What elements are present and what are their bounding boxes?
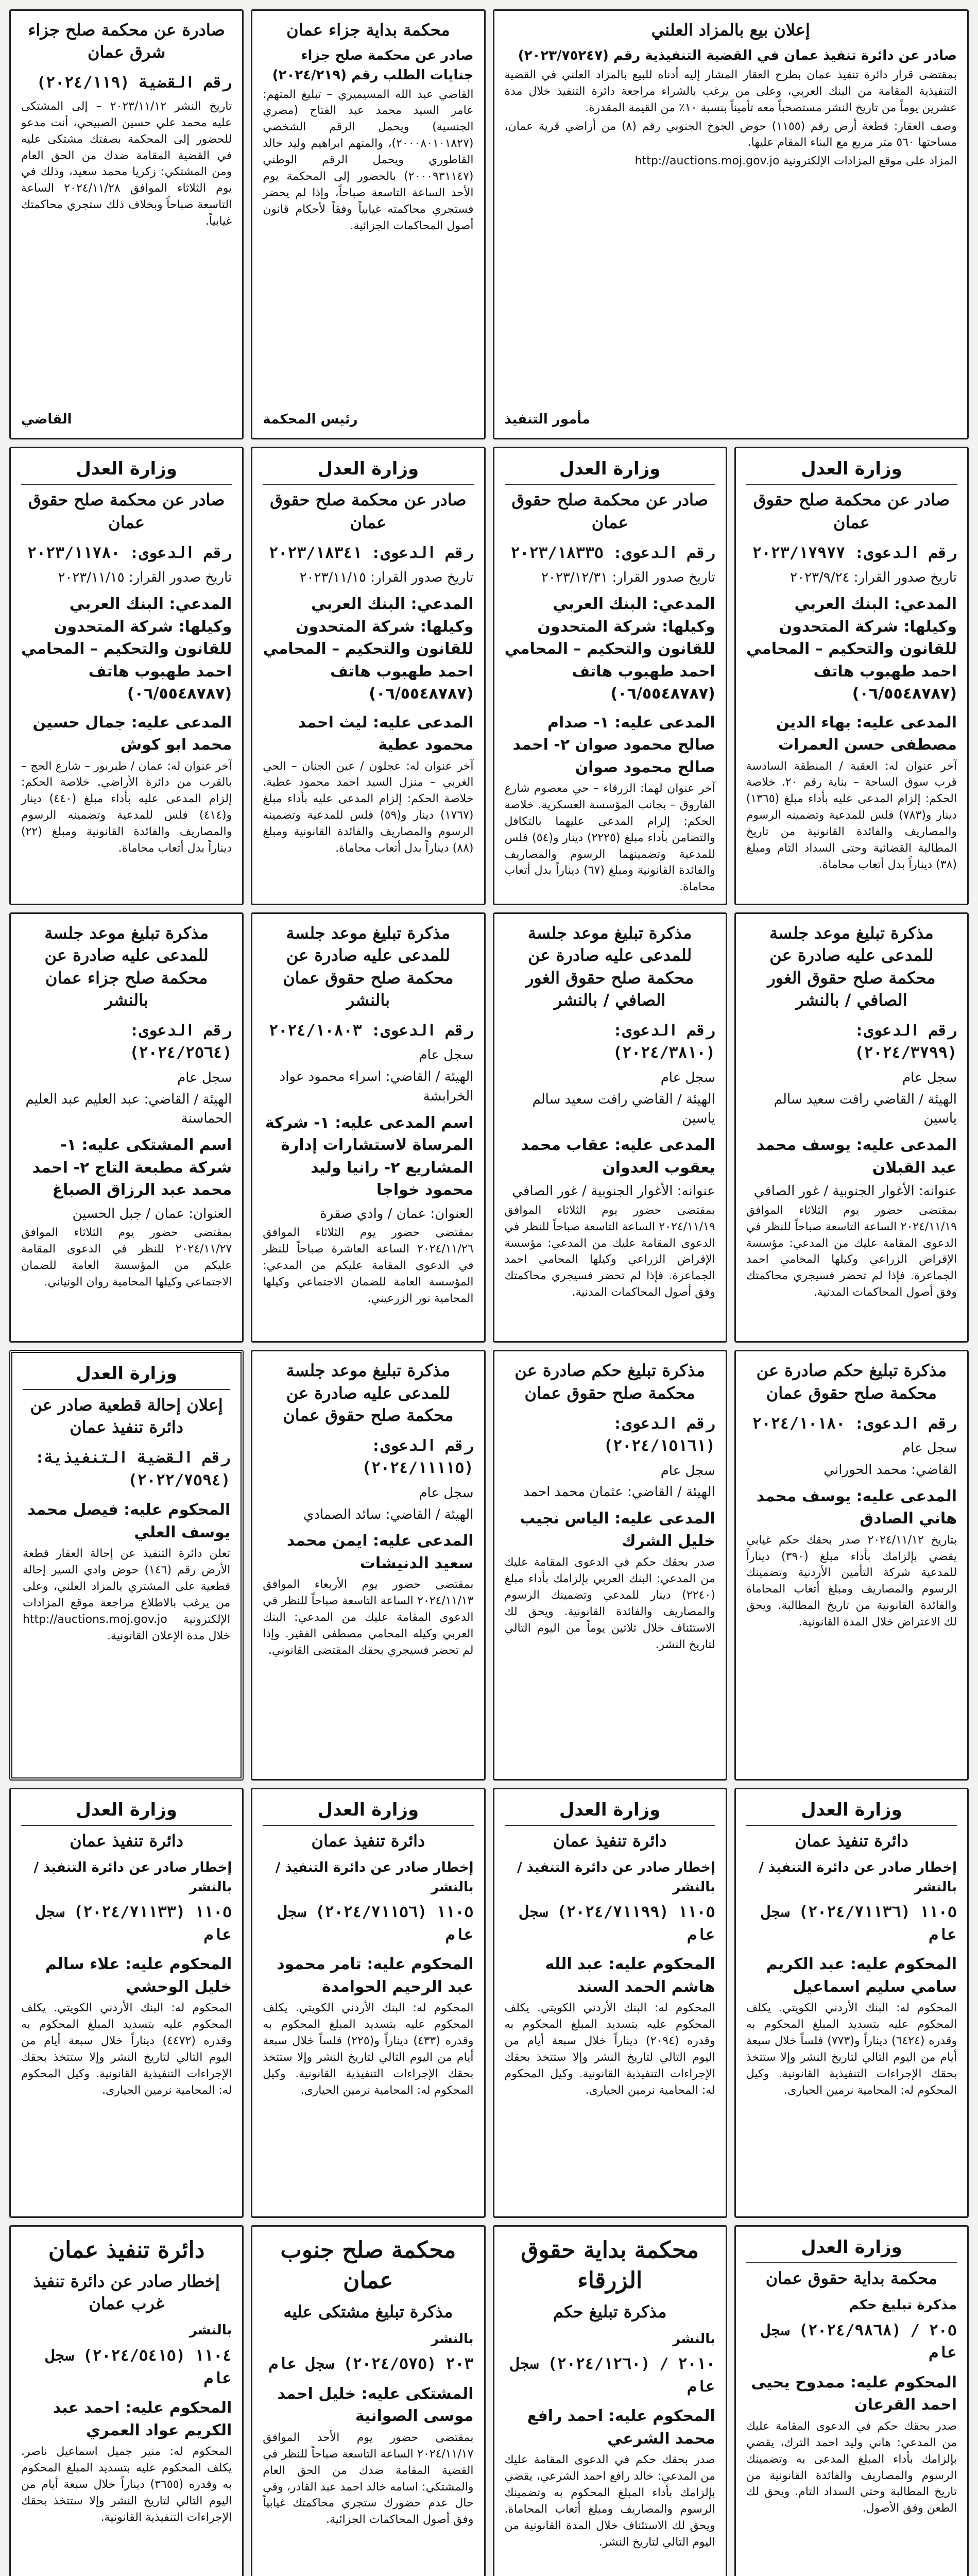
notice-title: مذكرة تبليغ موعد جلسة للمدعى عليه صادرة عن محكمة صلح حقوق عمان بالنشر (283, 923, 454, 1010)
notice-subtitle: إخطار صادر عن دائرة تنفيذ غرب عمان (33, 2272, 220, 2314)
notice-execution-1 (734, 1788, 969, 2218)
notice-body: القاضي عبد الله المسيميري – تبليغ المتهم: عامر السيد محمد عبد الفتاح (مصري الجنسية) ويحمل الرقم الشخصي (٢٠٠٠٨٠١٠١٨٢٧)، والمتهم ابراهيم وليد خالد القاطوري ويحمل الرقم الوطني (٢٠٠٠٩٣١١٤٧) بالحضور إلى المحكمة يوم الأحد الساعة التاسعة صباحاً، وإذا لم يحضر فستجري محاكمته غيابياً وفقاً لأحكام قانون أصول المحاكمات الجزائية. (263, 88, 474, 232)
defendant: اسم المشتكى عليه: ١- شركة مطبعة التاج ٢- احمد محمد عبد الرزاق الصباغ (32, 1136, 232, 1199)
notice-body: تعلن دائرة التنفيذ عن إحالة العقار قطعة الأرض رقم (١٤٦) حوض وادي السير إحالة قطعية على المشتري بالمزاد العلني، وعلى من يرغب بالاطلاع مراجعة موقع المزادات الإلكترونية http://auctions.moj.gov.jo خلال مدة الإعلان القانونية. (23, 1547, 231, 1642)
notice-east-amman-court (9, 9, 244, 439)
case-number: ١١٠٤ (٢٠٢٤/٥٤١٥) سجل عام (46, 2347, 232, 2387)
registry: سجل عام (902, 1070, 957, 1086)
case-number: رقم الدعوى: ٢٠٢٣/١٧٩٧٧ (752, 544, 957, 562)
notice-body: آخر عنوان لهما: الزرقاء – حي معصوم شارع الفاروق – بجانب المؤسسة العسكرية. خلاصة الحكم: إلزام المدعى عليهما بالتكافل والتضامن بأداء مبلغ (٢٢٢٥) دينار و(٥٤) فلس للمدعية وتضمينهما الرسوم والمصاريف والفائدة القانونية ومبلغ (٦٧) ديناراً بدل أتعاب محاماة. (504, 782, 715, 894)
notice-body: بمقتضى حضور يوم الثلاثاء الموافق ٢٠٢٤/١١/١٩ الساعة التاسعة صباحاً للنظر في الدعوى المقامة عليك من المدعي: مؤسسة الإقراض الزراعي وكيلها المحامي احمد الجماعرة. فإذا لم تحضر فسيجري محاكمتك وفق أصول المحاكمات المدنية. (504, 1204, 715, 1299)
notice-first-instance-2 (493, 2225, 727, 2576)
notice-hearing-4 (9, 912, 244, 1343)
notice-court: بالنشر (189, 2323, 232, 2338)
case-number: ٢٠١٠ / (٢٠٢٤/١٢٦٠) سجل عام (510, 2355, 715, 2396)
notice-intro: صادر عن دائرة تنفيذ عمان في القضية التنفيذية رقم (٢٠٢٣/٧٥٢٤٧) (518, 48, 957, 64)
address: العنوان: عمان / جبل الحسين (72, 1206, 232, 1222)
case-number: رقم القضية التنفيذية: (٢٠٢٢/٧٥٩٤) (35, 1449, 231, 1489)
notice-subtitle: صادر عن محكمة صلح حقوق عمان (28, 490, 225, 532)
notice-title: محكمة صلح جنوب عمان (280, 2236, 456, 2294)
notice-subtitle: مذكرة تبليغ حكم (553, 2302, 667, 2322)
address: عنوانه: الأغوار الجنوبية / غور الصافي (753, 1183, 957, 1199)
notice-title: وزارة العدل (21, 1798, 232, 1826)
notice-title: مذكرة تبليغ موعد جلسة للمدعى عليه صادرة عن محكمة صلح حقوق عمان (283, 1361, 454, 1425)
notice-body: المحكوم له: البنك الأردني الكويتي. يكلف المحكوم عليه بتسديد المبلغ المحكوم به وقدره (٦٤٢٤) ديناراً و(٧٧٣) فلساً خلال سبعة أيام من اليوم التالي لتاريخ النشر وإلا ستتخذ بحقك الإجراءات التنفيذية القانونية. وكيل المحكوم له: المحامية نرمين الحيارى. (746, 2002, 957, 2097)
notice-title: مذكرة تبليغ موعد جلسة للمدعى عليه صادرة عن محكمة صلح حقوق الغور الصافي / بالنشر (767, 923, 936, 1010)
notice-court: إخطار صادر عن دائرة التنفيذ / بالنشر (33, 1860, 232, 1895)
notice-body: صدر بحقك حكم في الدعوى المقامة عليك من المدعي: خالد رافع احمد الشرعي، يقضي بإلزامك بأداء المبلغ المحكوم به وتضمينك الرسوم والمصاريف ومبلغ أتعاب المحاماة. ويحق لك الاستئناف خلال المدة القانونية من اليوم التالي لتاريخ النشر. (504, 2453, 715, 2549)
notice-details: وصف العقار: قطعة أرض رقم (١١٥٥) حوض الجوخ الجنوبي رقم (٨) من أراضي قرية عمان، مساحتها ٥٦٠ متر مربع مع البناء المقام عليها. (504, 120, 957, 149)
notice-court: بالنشر (431, 2331, 474, 2347)
case-number: رقم القضية (٢٠٢٤/١١٩) (36, 74, 232, 92)
notice-intro: صادر عن محكمة صلح جزاء جنايات الطلب رقم (٢٠٢٤/٢١٩) (272, 48, 474, 83)
notice-subtitle: دائرة تنفيذ عمان (70, 1831, 184, 1851)
address: عنوانه: الأغوار الجنوبية / غور الصافي (512, 1183, 715, 1199)
notice-signature: مأمور التنفيذ (504, 412, 591, 428)
notice-verdict-2 (493, 1350, 727, 1780)
notice-title: محكمة بداية حقوق الزرقاء (521, 2236, 699, 2294)
notice-south-amman (251, 2225, 485, 2576)
notice-verdict-1 (734, 1350, 969, 1780)
notice-title: وزارة العدل (263, 1798, 473, 1826)
notice-body: آخر عنوان له: عجلون / عين الجنان – الحي الغربي – منزل السيد احمد محمود عطية. خلاصة الحكم: إلزام المدعى عليه بأداء مبلغ (١٧٦٧) دينار و(٥٩) فلس للمدعية وتضمينه الرسوم والمصاريف والفائدة القانونية ومبلغ (٨٨) ديناراً بدل أتعاب محاماة. (263, 759, 474, 855)
notice-hearing-3 (251, 912, 485, 1343)
parties: المحكوم عليه: تامر محمود عبد الرحيم الحوامدة (277, 1955, 474, 1996)
defendant: المدعى عليه: يوسف محمد عبد القبلان (756, 1136, 957, 1177)
registry: سجل عام (419, 1485, 474, 1501)
notice-title: دائرة تنفيذ عمان (48, 2236, 205, 2263)
notice-title: وزارة العدل (21, 456, 232, 485)
judge: الهيئة / القاضي رافت سعيد سالم ياسين (532, 1091, 715, 1127)
registry: سجل عام (419, 1047, 474, 1063)
notice-title: مذكرة تبليغ حكم صادرة عن محكمة صلح حقوق عمان (756, 1361, 947, 1403)
notice-title: وزارة العدل (505, 456, 715, 485)
registry: سجل عام (660, 1463, 715, 1479)
registry: سجل عام (177, 1070, 232, 1086)
notice-title: صادرة عن محكمة صلح جزاء شرق عمان (28, 20, 225, 62)
notice-execution-4 (9, 1788, 244, 2218)
notice-title: وزارة العدل (746, 456, 957, 485)
notice-execution-2 (493, 1788, 727, 2218)
notice-hearing-1 (734, 912, 969, 1343)
case-number: رقم الدعوى: ٢٠٢٤/١٠١٨٠ (752, 1414, 957, 1433)
notice-title: إعلان بيع بالمزاد العلني (651, 20, 810, 40)
plaintiff: المدعي: البنك العربي وكيلها: شركة المتحدون للقانون والتحكيم – المحامي احمد طهبوب هاتف (٠٦/٥٥٤٨٧٨٧) (263, 595, 474, 703)
notice-signature: القاضي (21, 412, 72, 428)
notice-auction (493, 9, 969, 439)
parties: المحكوم عليه: علاء سالم خليل الوحشي (45, 1955, 232, 1996)
case-number: رقم الدعوى: (٢٠٢٤/٢٥٦٤) (129, 1021, 232, 1062)
notice-title: مذكرة تبليغ حكم صادرة عن محكمة صلح حقوق عمان (514, 1361, 705, 1403)
notice-court: مذكرة تبليغ حكم (849, 2297, 957, 2313)
case-number: ١١٠٥ (٢٠٢٤/٧١١٣٣) سجل عام (36, 1903, 232, 1944)
notice-subtitle: إعلان إحالة قطعية صادر عن دائرة تنفيذ عمان (30, 1395, 223, 1437)
notice-court: إخطار صادر عن دائرة التنفيذ / بالنشر (517, 1860, 715, 1895)
judge: الهيئة / القاضي رافت سعيد سالم ياسين (774, 1091, 957, 1127)
notice-subtitle: صادر عن محكمة صلح حقوق عمان (511, 490, 708, 532)
decision-date: تاريخ صدور القرار: ٢٠٢٣/١١/١٥ (58, 570, 232, 586)
decision-date: تاريخ صدور القرار: ٢٠٢٣/١٢/٣١ (541, 570, 715, 586)
defendant: المدعى عليه: ليث احمد محمود عطية (298, 713, 474, 754)
notice-body: صدر بحقك حكم في الدعوى المقامة عليك من المدعي: البنك العربي بإلزامك بأداء مبلغ (٢٢٤٠) دينار للمدعي وتضمينك الرسوم والمصاريف والفائدة القانونية. ويحق لك الاستئناف خلال ثلاثين يوماً من اليوم التالي لتاريخ النشر. (504, 1556, 715, 1651)
notice-body: بمقتضى حضور يوم الثلاثاء الموافق ٢٠٢٤/١١/١٩ الساعة التاسعة صباحاً للنظر في الدعوى المقامة عليك من المدعي: مؤسسة الإقراض الزراعي وكيلها المحامي احمد الجماعرة. فإذا لم تحضر فسيجري محاكمتك وفق أصول المحاكمات المدنية. (746, 1204, 957, 1299)
case-number: رقم الدعوى: (٢٠٢٤/٣٧٩٩) (854, 1021, 957, 1062)
judge: الهيئة / القاضي: سائد الصمادي (303, 1506, 474, 1522)
case-number: رقم الدعوى: ٢٠٢٣/١٨٣٤١ (269, 544, 474, 562)
address: العنوان: عمان / وادي صقرة (320, 1206, 474, 1222)
notice-verdict-3 (251, 1350, 485, 1780)
notice-execution-3 (251, 1788, 485, 2218)
defendant: المدعى عليه: جمال حسين محمد ابو كوش (32, 713, 232, 754)
notice-body: بتاريخ ٢٠٢٤/١١/١٢ صدر بحقك حكم غيابي يقضي بإلزامك بأداء مبلغ (٣٩٠) ديناراً للمدعية شركة التأمين الأردنية وتضمينك الرسوم والمصاريف ومبلغ أتعاب المحاماة والفائدة القانونية من تاريخ المطالبة. ويحق لك الاعتراض خلال المدة القانونية. (746, 1533, 957, 1629)
notice-court: بالنشر (673, 2331, 715, 2347)
notice-subtitle: دائرة تنفيذ عمان (311, 1831, 425, 1851)
case-number: ١١٠٥ (٢٠٢٤/٧١١٥٦) سجل عام (278, 1903, 474, 1944)
notice-body: بمقتضى حضور يوم الأربعاء الموافق ٢٠٢٤/١١/١٣ الساعة التاسعة صباحاً للنظر في الدعوى المقامة عليك من المدعي: البنك العربي وكيله المحامي مصطفى الفقير. وإذا لم تحضر فسيجري بحقك المقتضى القانوني. (263, 1578, 474, 1657)
notice-body: بمقتضى حضور يوم الثلاثاء الموافق ٢٠٢٤/١١/٢٧ للنظر في الدعوى المقامة عليكم من المؤسسة العامة للضمان الاجتماعي وكيلها المحامية روان الونياني. (21, 1226, 232, 1289)
notice-title: وزارة العدل (263, 456, 473, 485)
notice-body: بمقتضى قرار دائرة تنفيذ عمان بطرح العقار المشار إليه أدناه للبيع بالمزاد العلني في القضية التنفيذية المقامة من البنك العربي، وعلى من يرغب بالشراء مراجعة دائرة التنفيذ خلال مدة عشرين يوماً من تاريخ النشر مستصحباً معه تأميناً بنسبة ١٠٪ من القيمة المقدرة. (504, 68, 957, 114)
notice-title: وزارة العدل (746, 2235, 957, 2263)
plaintiff: المدعي: البنك العربي وكيلها: شركة المتحدون للقانون والتحكيم – المحامي احمد طهبوب هاتف (٠٦/٥٥٤٨٧٨٧) (21, 595, 232, 703)
notice-first-instance-1 (734, 2225, 969, 2576)
notices-grid (9, 9, 969, 2576)
notice-body: صدر بحقك حكم في الدعوى المقامة عليك من المدعي: هاني وليد احمد الترك، يقضي بإلزامك بأداء المبلغ المدعى به وتضمينك الرسوم والمصاريف والفائدة القانونية من تاريخ المطالبة وحتى السداد التام. ويحق لك الطعن وفق الأصول. (746, 2419, 957, 2515)
defendant: المدعى عليه: ايمن محمد سعيد الدنيشات (286, 1532, 474, 1572)
defendant: المدعى عليه: الياس نجيب خليل الشرك (520, 1510, 715, 1550)
notice-subtitle: دائرة تنفيذ عمان (553, 1831, 667, 1851)
registry: سجل عام (660, 1070, 715, 1086)
notice-criminal-court (251, 9, 485, 439)
notice-title: وزارة العدل (746, 1798, 957, 1826)
decision-date: تاريخ صدور القرار: ٢٠٢٣/١١/١٥ (299, 570, 474, 586)
parties: المحكوم عليه: عبد الله هاشم الحمد السند (545, 1955, 715, 1996)
notice-final-referral (9, 1350, 244, 1780)
notice-subtitle: دائرة تنفيذ عمان (794, 1831, 908, 1851)
notice-hearing-2 (493, 912, 727, 1343)
notice-footer: المزاد على موقع المزادات الإلكترونية http://auctions.moj.gov.jo (634, 155, 957, 168)
defendant: المدعى عليه: ١- صدام صالح محمود صوان ٢- احمد صالح محمود صوان (512, 713, 715, 776)
plaintiff: المدعي: البنك العربي وكيلها: شركة المتحدون للقانون والتحكيم – المحامي احمد طهبوب هاتف (٠٦/٥٥٤٨٧٨٧) (746, 595, 957, 703)
case-number: ٢٠٥ / (٢٠٢٤/٩٨٦٨) سجل عام (761, 2321, 957, 2362)
notice-title: مذكرة تبليغ موعد جلسة للمدعى عليه صادرة عن محكمة صلح جزاء عمان بالنشر (44, 923, 209, 1010)
registry: سجل عام (902, 1440, 957, 1456)
defendant: المدعى عليه: عقاب محمد يعقوب العدوان (521, 1136, 715, 1177)
case-number: رقم الدعوى: (٢٠٢٤/١٥١٦١) (604, 1414, 715, 1455)
case-number: رقم الدعوى: (٢٠٢٤/١١١١٥) (362, 1436, 474, 1478)
case-number: رقم الدعوى: ٢٠٢٣/١٨٣٣٥ (510, 544, 715, 562)
notice-subtitle: مذكرة تبليغ مشتكى عليه (283, 2302, 453, 2322)
defendant: المدعى عليه: يوسف محمد هاني الصادق (756, 1487, 957, 1528)
parties: المحكوم عليه: احمد عبد الكريم عواد العمري (53, 2399, 232, 2439)
notice-body: تاريخ النشر ٢٠٢٣/١١/١٢ – إلى المشتكى عليه محمد علي حسين الصبيحي، أنت مدعو للحضور إلى المحكمة بصفتك مشتكى عليه في القضية المقامة ضدك من الحق العام ومن المشتكي: زكريا محمد سعيد، وذلك في يوم الثلاثاء الموافق ٢٠٢٤/١١/٢٨ الساعة التاسعة صباحاً وبخلاف ذلك ستجري محاكمتك غيابياً. (21, 99, 232, 228)
judge: القاضي: محمد الحوراني (823, 1462, 957, 1478)
defendant: اسم المدعى عليه: ١- شركة المرساة لاستشارات إدارة المشاريع ٢- رانيا وليد محمود خواجا (265, 1113, 474, 1199)
case-number: ١١٠٥ (٢٠٢٤/٧١١٩٩) سجل عام (520, 1903, 715, 1944)
parties: المحكوم عليه: ممدوح يحيى احمد القرعان (751, 2373, 957, 2414)
notice-west-amman-execution (9, 2225, 244, 2576)
judge: الهيئة / القاضي: اسراء محمود عواد الخرابشة (279, 1069, 474, 1104)
notice-body: المحكوم له: منير جميل اسماعيل ناصر. يكلف المحكوم عليه بتسديد المبلغ المحكوم به وقدره (٣٦٥٥) ديناراً خلال سبعة أيام من اليوم التالي لتاريخ النشر وإلا ستتخذ بحقك الإجراءات التنفيذية القانونية. (21, 2445, 232, 2524)
notice-body: المحكوم له: البنك الأردني الكويتي. يكلف المحكوم عليه بتسديد المبلغ المحكوم به وقدره (٤٣٣) ديناراً و(٢٢٥) فلساً خلال سبعة أيام من اليوم التالي لتاريخ النشر وإلا ستتخذ بحقك الإجراءات التنفيذية القانونية. وكيل المحكوم له: المحامية نرمين الحيارى. (263, 2002, 474, 2097)
case-number: رقم الدعوى: ٢٠٢٤/١٠٨٠٣ (269, 1021, 474, 1040)
notice-body: بمقتضى حضور يوم الثلاثاء الموافق ٢٠٢٤/١١/٢٦ الساعة العاشرة صباحاً للنظر في الدعوى المقامة عليكم من المدعي: المؤسسة العامة للضمان الاجتماعي وكيلها المحامية نور الزرعيني. (263, 1226, 474, 1305)
notice-subtitle: محكمة بداية حقوق عمان (765, 2268, 938, 2288)
notice-judgment-3 (251, 447, 485, 905)
judge: الهيئة / القاضي: عبد العليم عبد العليم الحماسنة (25, 1091, 232, 1127)
notice-title: مذكرة تبليغ موعد جلسة للمدعى عليه صادرة عن محكمة صلح حقوق الغور الصافي / بالنشر (525, 923, 694, 1010)
notice-signature: رئيس المحكمة (263, 412, 358, 428)
notice-body: بمقتضى حضور يوم الأحد الموافق ٢٠٢٤/١١/١٧ الساعة التاسعة صباحاً للنظر في القضية المقامة ضدك من الحق العام والمشتكي: اسامه خالد احمد عبد القادر، وفي حال عدم حضورك ستجري محاكمتك غيابياً وفق أصول المحاكمات الجزائية. (263, 2431, 474, 2527)
case-number: ٢٠٣ (٢٠٢٤/٥٧٥) سجل عام (269, 2355, 474, 2374)
defendant: المدعى عليه: بهاء الدين مصطفى حسن العمرات (776, 713, 957, 754)
case-number: رقم الدعوى: ٢٠٢٣/١١٧٨٠ (27, 544, 232, 562)
notice-body: المحكوم له: البنك الأردني الكويتي. يكلف المحكوم عليه بتسديد المبلغ المحكوم به وقدره (٢٠٩٤) ديناراً خلال سبعة أيام من اليوم التالي لتاريخ النشر وإلا ستتخذ بحقك الإجراءات التنفيذية القانونية. وكيل المحكوم له: المحامية نرمين الحيارى. (504, 2002, 715, 2097)
notice-title: محكمة بداية جزاء عمان (286, 20, 450, 40)
notice-subtitle: صادر عن محكمة صلح حقوق عمان (753, 490, 950, 532)
notice-judgment-2 (493, 447, 727, 905)
defendant: المحكوم عليه: فيصل محمد يوسف العلي (27, 1501, 231, 1541)
parties: المشتكى عليه: خليل احمد موسى الصوانية (277, 2384, 474, 2426)
parties: المحكوم عليه: احمد رافع محمد الشرعي (527, 2407, 715, 2448)
case-number: رقم الدعوى: (٢٠٢٤/٣٨١٠) (613, 1021, 715, 1062)
notice-title: وزارة العدل (23, 1361, 230, 1389)
notice-body: المحكوم له: البنك الأردني الكويتي. يكلف المحكوم عليه بتسديد المبلغ المحكوم به وقدره (٤٤٧٢) ديناراً خلال سبعة أيام من اليوم التالي لتاريخ النشر وإلا ستتخذ بحقك الإجراءات التنفيذية القانونية. وكيل المحكوم له: المحامية نرمين الحيارى. (21, 2002, 232, 2097)
notice-court: إخطار صادر عن دائرة التنفيذ / بالنشر (759, 1860, 957, 1895)
parties: المحكوم عليه: عبد الكريم سامي سليم اسماعيل (766, 1955, 957, 1996)
notice-subtitle: صادر عن محكمة صلح حقوق عمان (270, 490, 467, 532)
notice-body: آخر عنوان له: عمان / طبربور – شارع الحج – بالقرب من دائرة الأراضي. خلاصة الحكم: إلزام المدعى عليه بأداء مبلغ (٤٤٠) دينار و(٤١٤) فلس للمدعية وتضمينه الرسوم والمصاريف والفائدة القانونية ومبلغ (٢٢) ديناراً بدل أتعاب محاماة. (21, 759, 232, 855)
plaintiff: المدعي: البنك العربي وكيلها: شركة المتحدون للقانون والتحكيم – المحامي احمد طهبوب هاتف (٠٦/٥٥٤٨٧٨٧) (504, 595, 715, 703)
notice-judgment-4 (9, 447, 244, 905)
notice-body: آخر عنوان له: العقبة / المنطقة السادسة قرب سوق الساحة – بناية رقم ٢٠. خلاصة الحكم: إلزام المدعى عليه بأداء مبلغ (١٣٦٥) دينار و(٧٨٣) فلس للمدعية وتضمينه الرسوم والمصاريف والفائدة القانونية من تاريخ المطالبة القضائية وحتى السداد التام ومبلغ (٣٨) ديناراً بدل أتعاب محاماة. (746, 759, 957, 871)
notice-judgment-1 (734, 447, 969, 905)
decision-date: تاريخ صدور القرار: ٢٠٢٣/٩/٢٤ (790, 570, 957, 586)
case-number: ١١٠٥ (٢٠٢٤/٧١١٣٦) سجل عام (761, 1903, 957, 1944)
judge: الهيئة / القاضي: عثمان محمد احمد (523, 1484, 715, 1500)
notice-court: إخطار صادر عن دائرة التنفيذ / بالنشر (275, 1860, 474, 1895)
notice-title: وزارة العدل (505, 1798, 715, 1826)
